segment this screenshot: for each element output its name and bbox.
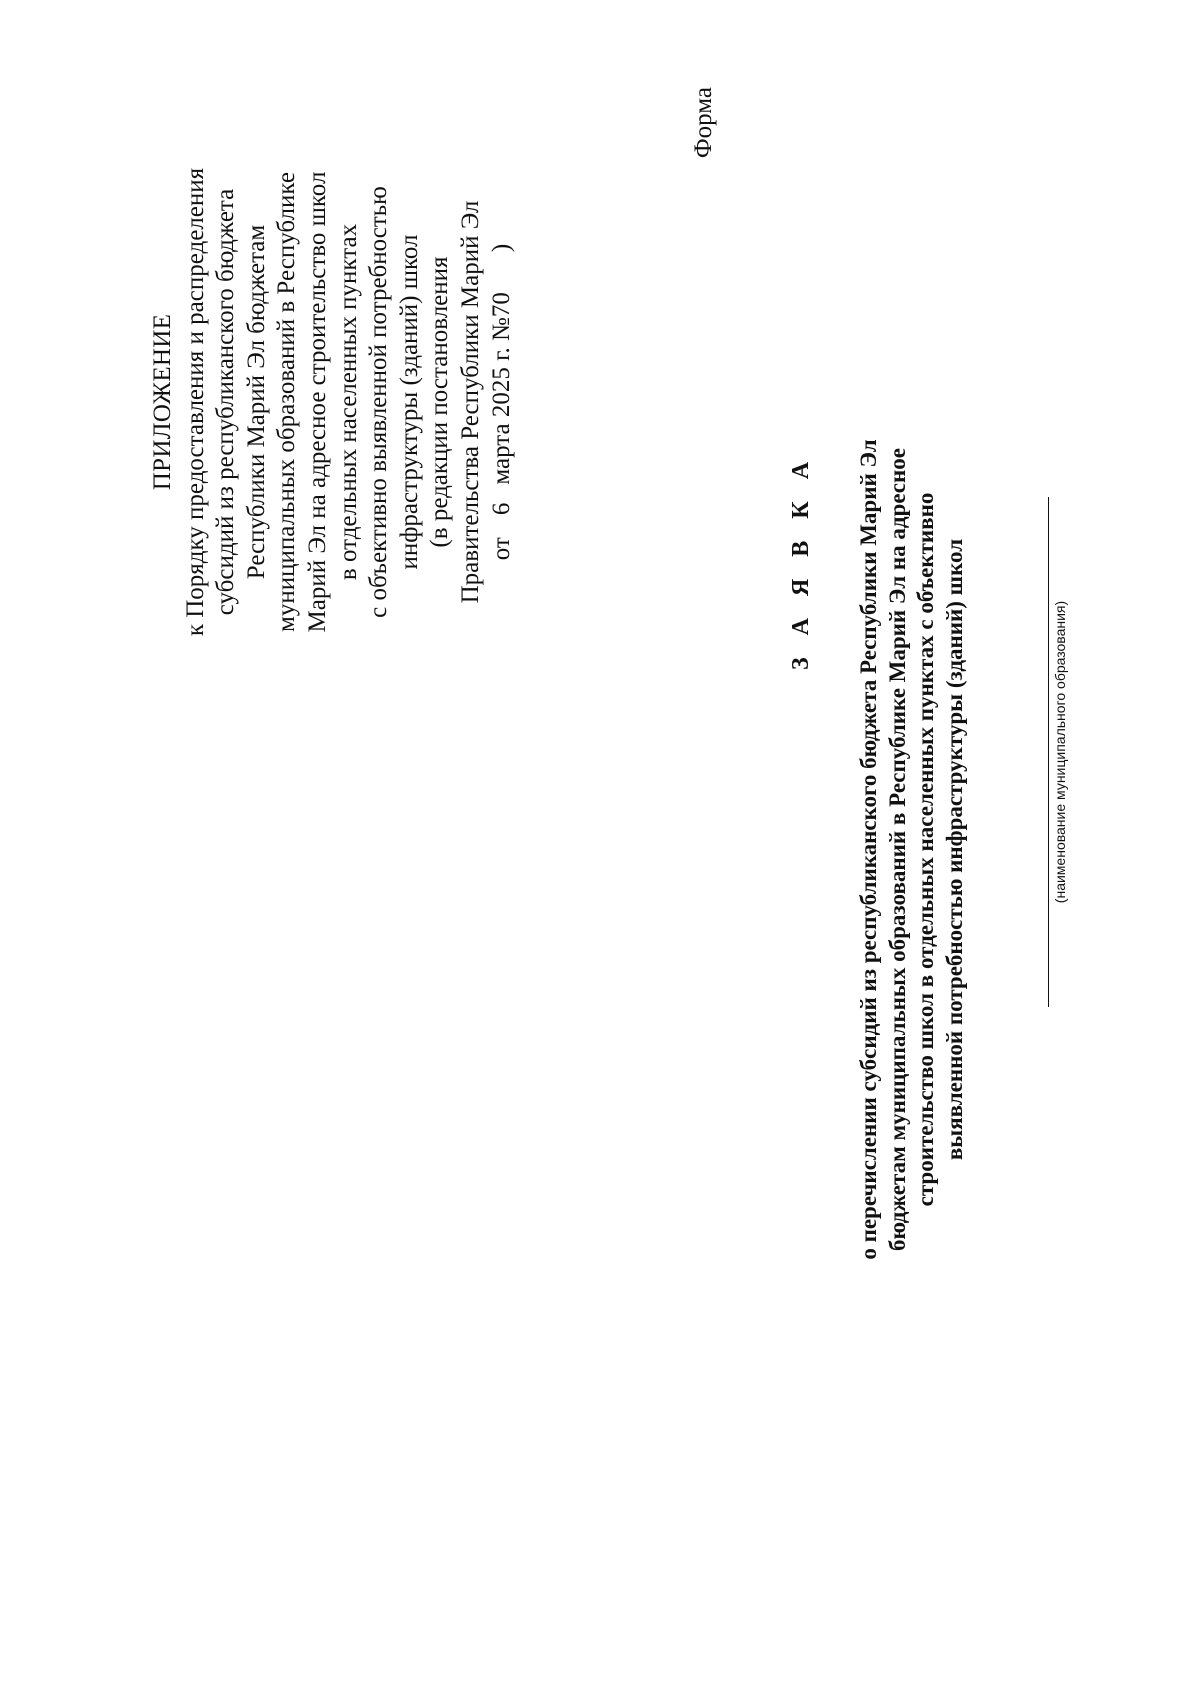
appendix-line: (в редакции постановления <box>426 256 454 548</box>
subtitle-line: о перечислении субсидий из республиканского бюджета Республики Марий Эл <box>856 439 881 1260</box>
subtitle-line: выявленной потребностью инфраструктуры (зданий) школ <box>941 538 967 1161</box>
appendix-line: Правительства Республики Марий Эл <box>456 200 484 604</box>
document-subtitle <box>855 302 969 1397</box>
date-suffix: ) <box>487 243 515 253</box>
appendix-block <box>148 142 517 662</box>
appendix-line: к Порядку предоставления и распределения <box>181 167 209 637</box>
subtitle-line: бюджетам муниципальных образований в Республике Марий Эл на адресное <box>884 448 910 1251</box>
appendix-line: Республики Марий Эл бюджетам <box>242 224 270 580</box>
date-prefix: от <box>487 537 515 561</box>
date-day: 6 <box>487 502 515 516</box>
resolution-date-line <box>487 142 518 662</box>
appendix-line: инфраструктуры (зданий) школ <box>395 234 423 570</box>
appendix-line: субсидий из республиканского бюджета <box>212 188 240 616</box>
resolution-number: 70 <box>487 292 515 318</box>
appendix-line: Марий Эл на адресное строительство школ <box>303 171 331 633</box>
form-label: Форма <box>690 87 717 159</box>
municipality-name-caption: (наименование муниципального образования) <box>1052 600 1068 904</box>
subtitle-line: строительство школ в отдельных населенных пунктах с объективно <box>913 492 938 1207</box>
document-title: З А Я В К А <box>788 453 814 671</box>
appendix-heading: ПРИЛОЖЕНИЕ <box>149 313 176 491</box>
date-month-year: марта 2025 г. № <box>487 317 515 485</box>
appendix-line: муниципальных образований в Республике <box>273 172 301 632</box>
appendix-line: с объективно выявленной потребностью <box>365 186 393 618</box>
appendix-line: в отдельных населенных пунктах <box>334 223 362 581</box>
municipality-name-field-line <box>1048 497 1049 1007</box>
